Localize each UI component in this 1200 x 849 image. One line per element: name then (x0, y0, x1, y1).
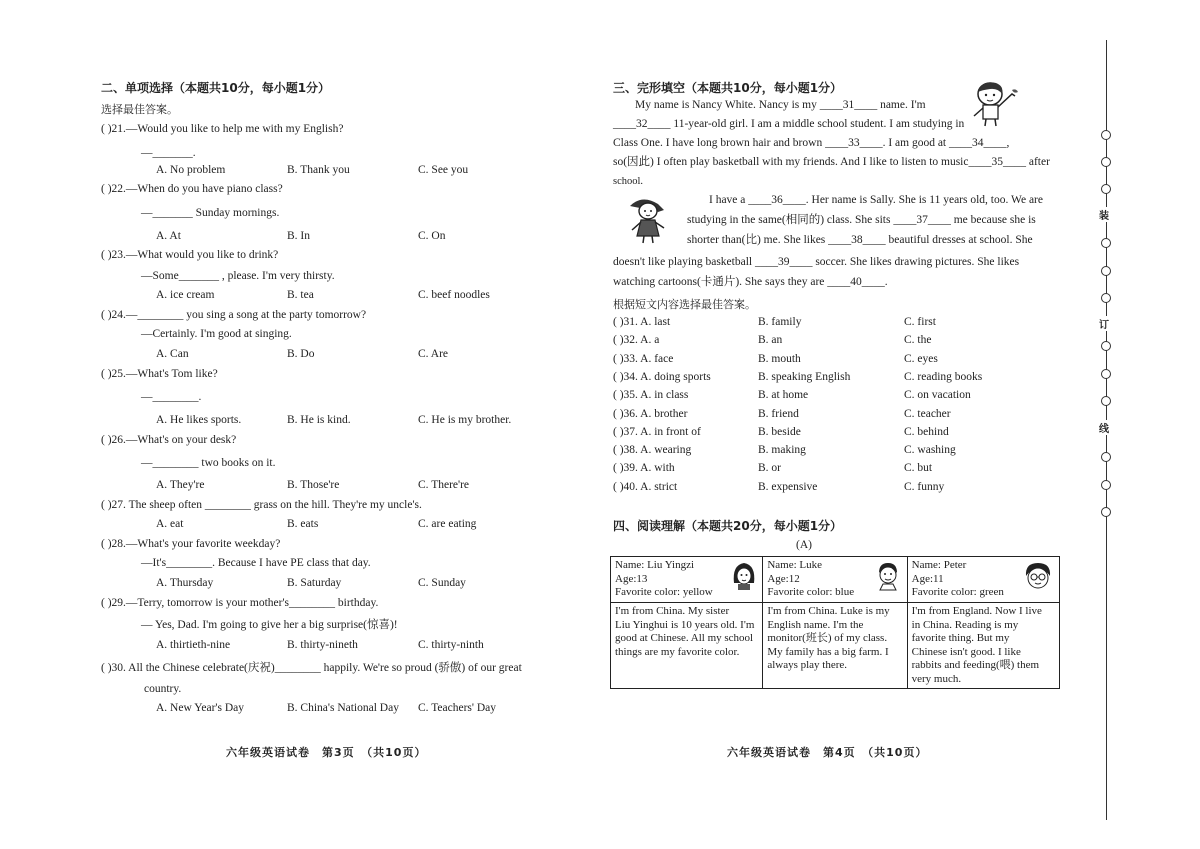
passage-line: shorter than(比) me. She likes ____38____ beautiful dresses at school. She (687, 234, 1033, 246)
option-b: B. In (287, 230, 310, 242)
option-a: A. No problem (156, 164, 226, 176)
description-line: I'm from England. Now I live (911, 605, 1042, 617)
page-footer-left: 六年级英语试卷 第3页 （共10页） (226, 746, 427, 759)
profile-name: Name: Liu Yingzi (615, 559, 695, 571)
girl-face-icon (732, 561, 756, 591)
description-line: always play there. (767, 659, 848, 671)
binding-hole (1101, 480, 1111, 490)
option-a: A. At (156, 230, 181, 242)
question-line-2: —_______. (141, 147, 196, 159)
option-a: A. eat (156, 518, 184, 530)
cloze-question: ( )31. A. last (613, 316, 671, 328)
binding-hole (1101, 452, 1111, 462)
description-liu (611, 603, 763, 689)
option-a: A. They're (156, 479, 205, 491)
option-b: B. Do (287, 348, 315, 360)
option-c: C. See you (418, 164, 469, 176)
profile-age: Age:11 (911, 572, 944, 585)
binding-hole (1101, 396, 1111, 406)
binding-hole (1101, 293, 1111, 303)
option-c: C. thirty-ninth (418, 639, 484, 651)
option-b: B. at home (758, 389, 809, 402)
passage-line: doesn't like playing basketball ____39____ soccer. She likes drawing pictures. She likes (613, 256, 1020, 268)
option-c: C. funny (904, 480, 945, 493)
option-b: B. China's National Day (287, 702, 399, 714)
option-c: C. eyes (904, 352, 938, 365)
question-line-2: —Some_______ , please. I'm very thirsty. (141, 270, 335, 282)
option-a: A. Can (156, 348, 189, 360)
cloze-passage-1 (613, 96, 1053, 191)
option-b: B. beside (758, 425, 801, 438)
option-c: C. reading books (904, 370, 983, 383)
cloze-question: ( )37. A. in front of (613, 425, 701, 438)
girl-standing-illustration (622, 196, 678, 244)
option-b: B. mouth (758, 352, 801, 365)
description-line: English name. I'm the (767, 618, 864, 631)
option-b: B. He is kind. (287, 414, 351, 426)
description-luke (763, 603, 907, 689)
option-b: B. or (758, 462, 781, 475)
option-b: B. an (758, 334, 783, 347)
option-c: C. There're (418, 479, 470, 491)
question-line-2: —________. (141, 391, 202, 403)
profile-row (611, 557, 1060, 603)
option-c: C. on vacation (904, 389, 971, 402)
option-c: C. Sunday (418, 577, 466, 589)
description-line: in China. Reading is my (911, 618, 1019, 631)
profile-cell-peter (907, 557, 1059, 603)
boy-face-icon (875, 561, 901, 591)
description-line: I'm from China. Luke is my (767, 605, 890, 617)
profile-age: Age:13 (615, 572, 648, 585)
option-c: C. Teachers' Day (418, 702, 497, 714)
option-c: C. but (904, 462, 933, 475)
cloze-question: ( )36. A. brother (613, 407, 688, 420)
question-stem: ( )23.—What would you like to drink? (101, 249, 279, 261)
description-line: Liu Yinghui is 10 years old. I'm (615, 618, 755, 631)
question-stem: ( )30. All the Chinese celebrate(庆祝)________ happily. We're so proud (骄傲) of our great (101, 662, 522, 674)
description-peter (907, 603, 1059, 689)
option-c: C. washing (904, 444, 956, 457)
profile-color: Favorite color: yellow (615, 586, 713, 598)
option-a: A. New Year's Day (156, 702, 244, 714)
binding-hole (1101, 266, 1111, 276)
option-b: B. Those're (287, 479, 340, 491)
question-stem: ( )21.—Would you like to help me with my English? (101, 123, 344, 135)
question-stem: ( )26.—What's on your desk? (101, 434, 237, 446)
boy-glasses-face-icon (1023, 561, 1053, 591)
cloze-passage-2 (687, 190, 1047, 250)
cloze-question: ( )32. A. a (613, 334, 660, 347)
option-b: B. Saturday (287, 577, 342, 589)
binding-hole (1101, 130, 1111, 140)
profile-color: Favorite color: green (911, 586, 1004, 598)
passage-line: ____32____ 11-year-old girl. I am a middle school student. I am studying in (613, 118, 965, 130)
cloze-instruction: 根据短文内容选择最佳答案。 (613, 298, 756, 311)
option-b: B. thirty-nineth (287, 639, 358, 651)
reading-table (610, 556, 1060, 689)
passage-line: My name is Nancy White. Nancy is my ____31____ name. I'm (635, 99, 926, 111)
option-b: B. Thank you (287, 164, 350, 176)
option-c: C. the (904, 334, 932, 347)
profile-name: Name: Luke (767, 559, 823, 571)
binding-hole (1101, 184, 1111, 194)
binding-char: 线 (1099, 420, 1109, 435)
section-4-title: 四、阅读理解（本题共20分，每小题1分） (613, 519, 843, 533)
cloze-question: ( )34. A. doing sports (613, 370, 711, 383)
option-a: A. ice cream (156, 289, 215, 301)
section-3-title: 三、完形填空（本题共10分，每小题1分） (613, 81, 843, 95)
question-line-2: — Yes, Dad. I'm going to give her a big surprise(惊喜)! (141, 619, 398, 631)
section-2-title: 二、单项选择（本题共10分，每小题1分） (101, 81, 331, 95)
description-line: monitor(班长) of my class. (767, 632, 888, 644)
binding-hole (1101, 369, 1111, 379)
question-line-2: —________ two books on it. (141, 457, 276, 469)
passage-line: I have a ____36____. Her name is Sally. She is 11 years old, too. We are (709, 194, 1043, 206)
option-a: A. He likes sports. (156, 414, 242, 426)
question-stem: ( )22.—When do you have piano class? (101, 183, 283, 195)
profile-color: Favorite color: blue (767, 586, 855, 598)
description-line: rabbits and feeding(喂) them (911, 659, 1040, 671)
description-line: very much. (911, 672, 962, 685)
cloze-question: ( )38. A. wearing (613, 444, 692, 457)
description-line: favorite thing. But my (911, 632, 1010, 644)
option-c: C. He is my brother. (418, 414, 512, 426)
binding-char: 装 (1099, 207, 1109, 222)
cloze-question: ( )40. A. strict (613, 480, 678, 493)
option-a: A. Thursday (156, 577, 214, 589)
binding-char: 订 (1099, 316, 1109, 331)
question-stem: ( )29.—Terry, tomorrow is your mother's________ birthday. (101, 597, 379, 609)
option-b: B. speaking English (758, 370, 851, 383)
option-b: B. making (758, 444, 806, 457)
cloze-question: ( )33. A. face (613, 352, 674, 365)
option-c: C. beef noodles (418, 289, 490, 301)
option-c: C. On (418, 230, 446, 242)
cloze-question: ( )35. A. in class (613, 389, 689, 402)
option-b: B. friend (758, 407, 799, 420)
option-c: C. behind (904, 425, 949, 438)
option-c: C. Are (418, 348, 449, 360)
option-a: A. thirtieth-nine (156, 639, 231, 651)
passage-line: school. (613, 176, 644, 187)
question-stem: ( )25.—What's Tom like? (101, 368, 218, 380)
profile-age: Age:12 (767, 572, 800, 585)
option-b: B. eats (287, 518, 319, 530)
binding-hole (1101, 507, 1111, 517)
description-line: Chinese isn't good. I like (911, 645, 1021, 658)
profile-cell-luke (763, 557, 907, 603)
cloze-question: ( )39. A. with (613, 462, 675, 475)
question-stem: ( )24.—________ you sing a song at the party tomorrow? (101, 309, 367, 321)
profile-name: Name: Peter (911, 559, 967, 571)
passage-line: studying in the same(相同的) class. She sits ____37____ me because she is (687, 214, 1036, 226)
question-line-2: country. (144, 683, 182, 695)
description-row (611, 603, 1060, 689)
question-stem: ( )28.—What's your favorite weekday? (101, 538, 281, 550)
option-c: C. first (904, 316, 936, 328)
description-line: good at Chinese. All my school (615, 632, 754, 644)
option-c: C. are eating (418, 518, 477, 530)
passage-line: Class One. I have long brown hair and brown ____33____. I am good at ____34____, (613, 137, 1010, 149)
question-line-2: —Certainly. I'm good at singing. (141, 328, 292, 340)
part-a-label: (A) (796, 539, 812, 551)
description-line: I'm from China. My sister (615, 605, 730, 617)
passage-line: watching cartoons(卡通片). She says they are ____40____. (613, 276, 888, 288)
option-c: C. teacher (904, 407, 951, 420)
page-footer-right: 六年级英语试卷 第4页 （共10页） (727, 746, 928, 759)
profile-cell-liu (611, 557, 763, 603)
question-line-2: —_______ Sunday mornings. (141, 207, 280, 219)
passage-line: so(因此) I often play basketball with my friends. And I like to listen to music____35____ after (613, 156, 1050, 168)
cloze-passage-3 (613, 252, 1053, 292)
binding-hole (1101, 341, 1111, 351)
section-2-instruction: 选择最佳答案。 (101, 103, 178, 116)
question-stem: ( )27. The sheep often ________ grass on the hill. They're my uncle's. (101, 499, 422, 511)
option-b: B. family (758, 316, 802, 328)
option-b: B. tea (287, 289, 314, 301)
description-line: My family has a big farm. I (767, 645, 889, 658)
option-b: B. expensive (758, 480, 818, 493)
binding-hole (1101, 238, 1111, 248)
binding-hole (1101, 157, 1111, 167)
question-line-2: —It's________. Because I have PE class that day. (141, 557, 371, 569)
description-line: things are my favorite color. (615, 645, 740, 658)
